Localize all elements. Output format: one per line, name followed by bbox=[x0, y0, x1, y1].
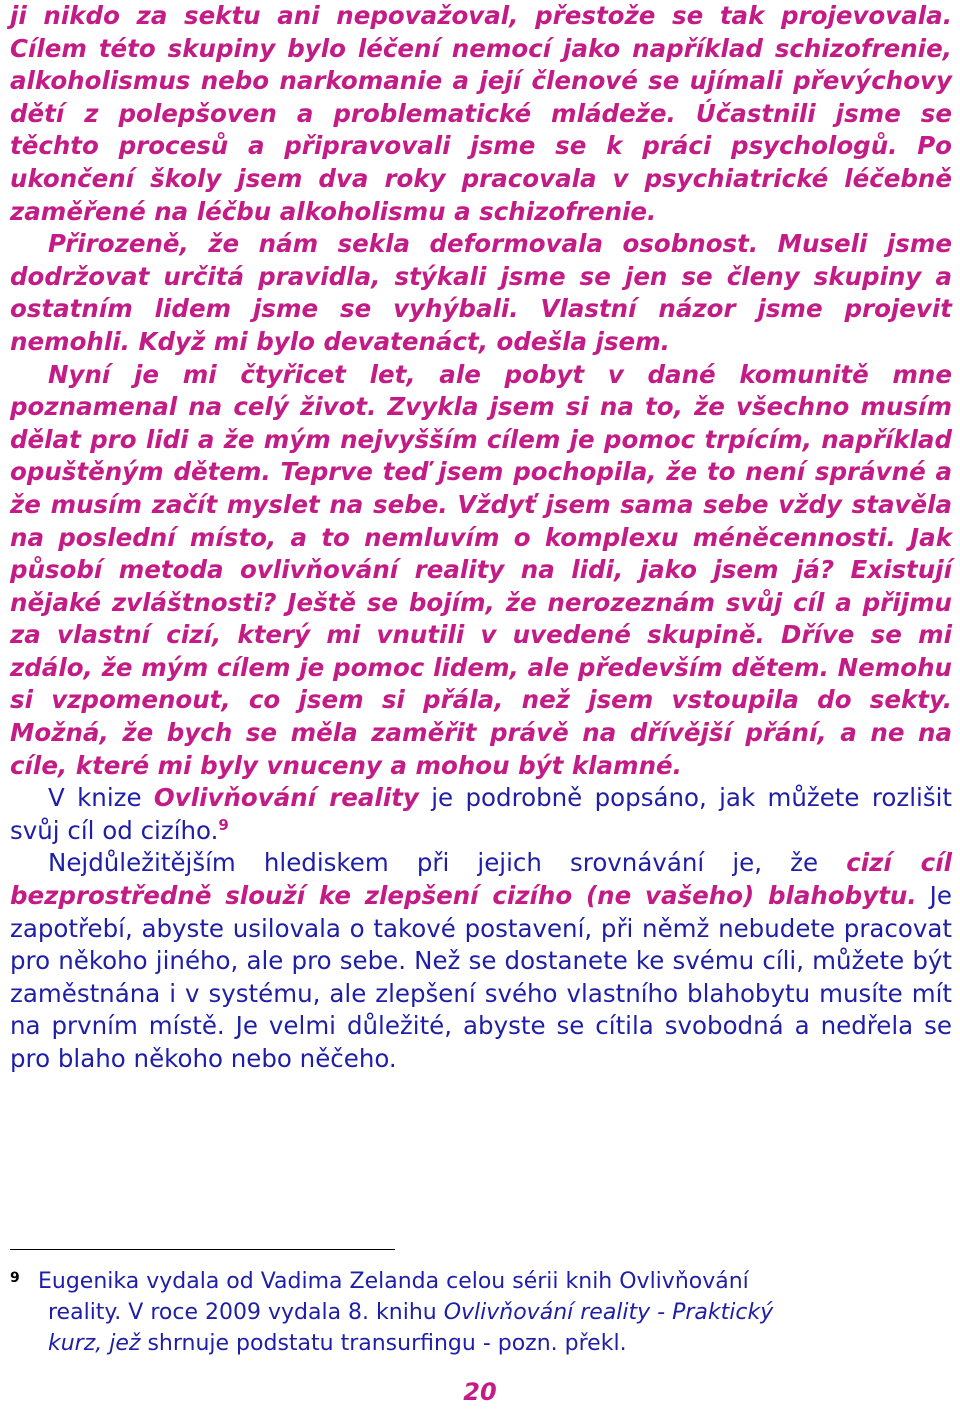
p5-pre: Nejdůležitějším hlediskem při jejich srovnávání je, že bbox=[48, 848, 847, 878]
footnote-divider bbox=[10, 1249, 395, 1250]
page-body bbox=[10, 0, 952, 1076]
p4-pre: V knize bbox=[48, 783, 154, 813]
footnote bbox=[10, 1266, 940, 1359]
footnote-line-2-italic: Ovlivňování reality - Praktický bbox=[443, 1300, 774, 1325]
footnote-mark: 9 bbox=[10, 1270, 20, 1286]
footnote-ref[interactable]: 9 bbox=[218, 815, 229, 834]
paragraph-4 bbox=[10, 782, 952, 847]
footnote-line-2 bbox=[48, 1297, 940, 1328]
paragraph-1: ji nikdo za sektu ani nepovažoval, přestože se tak projevovala. Cílem této skupiny bylo léčení nemocí jako například schizofrenie, alkoholismus nebo narkomanie a její členové se ujímali převýchovy dětí z polepšoven a problematické mládeže. Účastnili jsme se těchto procesů a připravovali jsme se k práci psychologů. Po ukončení školy jsem dva roky pracovala v psychiatrické léčebně zaměřené na léčbu alkoholismu a schizofrenie. bbox=[10, 1, 952, 226]
p5-emphasis: cizí cíl bezprostředně slouží ke zlepšení cizího (ne vašeho) blahobytu. bbox=[10, 848, 952, 911]
footnote-line-3 bbox=[48, 1328, 940, 1359]
p5-post: Je zapotřebí, abyste usilovala o takové postavení, při němž nebudete pracovat pro někoho jiného, ale pro sebe. Než se dostanete ke svému cíli, můžete být zaměstnána i v systému, ale zlepšení svého vlastního blahobytu musíte mít na prvním místě. Je velmi důležité, abyste se cítila svobodná a nedřela se pro blaho někoho nebo něčeho. bbox=[10, 881, 952, 1073]
paragraph-3: Nyní je mi čtyřicet let, ale pobyt v dané komunitě mne poznamenal na celý život. Zvykla jsem si na to, že všechno musím dělat pro lidi a že mým nejvyšším cílem je pomoc trpícím, například opuštěným dětem. Teprve teď jsem pochopila, že to není správné a že musím začít myslet na sebe. Vždyť jsem sama sebe vždy stavěla na poslední místo, a to nemluvím o komplexu méněcennosti. Jak působí metoda ovlivňování reality na lidi, jako jsem já? Existují nějaké zvláštnosti? Ještě se bojím, že nerozeznám svůj cíl a přijmu za vlastní cizí, který mi vnutili v uvedené skupině. Dříve se mi zdálo, že mým cílem je pomoc lidem, ale především dětem. Nemohu si vzpomenout, co jsem si přála, než jsem vstoupila do sekty. Možná, že bych se měla zaměřit právě na dřívější přání, a ne na cíle, které mi byly vnuceny a mohou být klamné. bbox=[10, 359, 952, 780]
paragraph-2: Přirozeně, že nám sekla deformovala osobnost. Museli jsme dodržovat určitá pravidla, stýkali jsme se jen se členy skupiny a ostatním lidem jsme se vyhýbali. Vlastní názor jsme projevit nemohli. Když mi bylo devatenáct, odešla jsem. bbox=[10, 229, 952, 356]
page-number: 20 bbox=[463, 1378, 497, 1406]
footnote-line-3-text: shrnuje podstatu transurfingu - pozn. překl. bbox=[140, 1331, 627, 1356]
footnote-line-3-italic: kurz, jež bbox=[48, 1331, 141, 1356]
p4-book-title: Ovlivňování reality bbox=[153, 783, 419, 813]
paragraph-5 bbox=[10, 847, 952, 1075]
footnote-line-1: Eugenika vydala od Vadima Zelanda celou sérii knih Ovlivňování bbox=[38, 1269, 749, 1294]
footnote-line-2-text: reality. V roce 2009 vydala 8. knihu bbox=[48, 1300, 444, 1325]
footnote-text bbox=[38, 1266, 940, 1359]
p4-post: je podrobně popsáno, jak můžete rozlišit svůj cíl od cizího. bbox=[10, 783, 953, 845]
